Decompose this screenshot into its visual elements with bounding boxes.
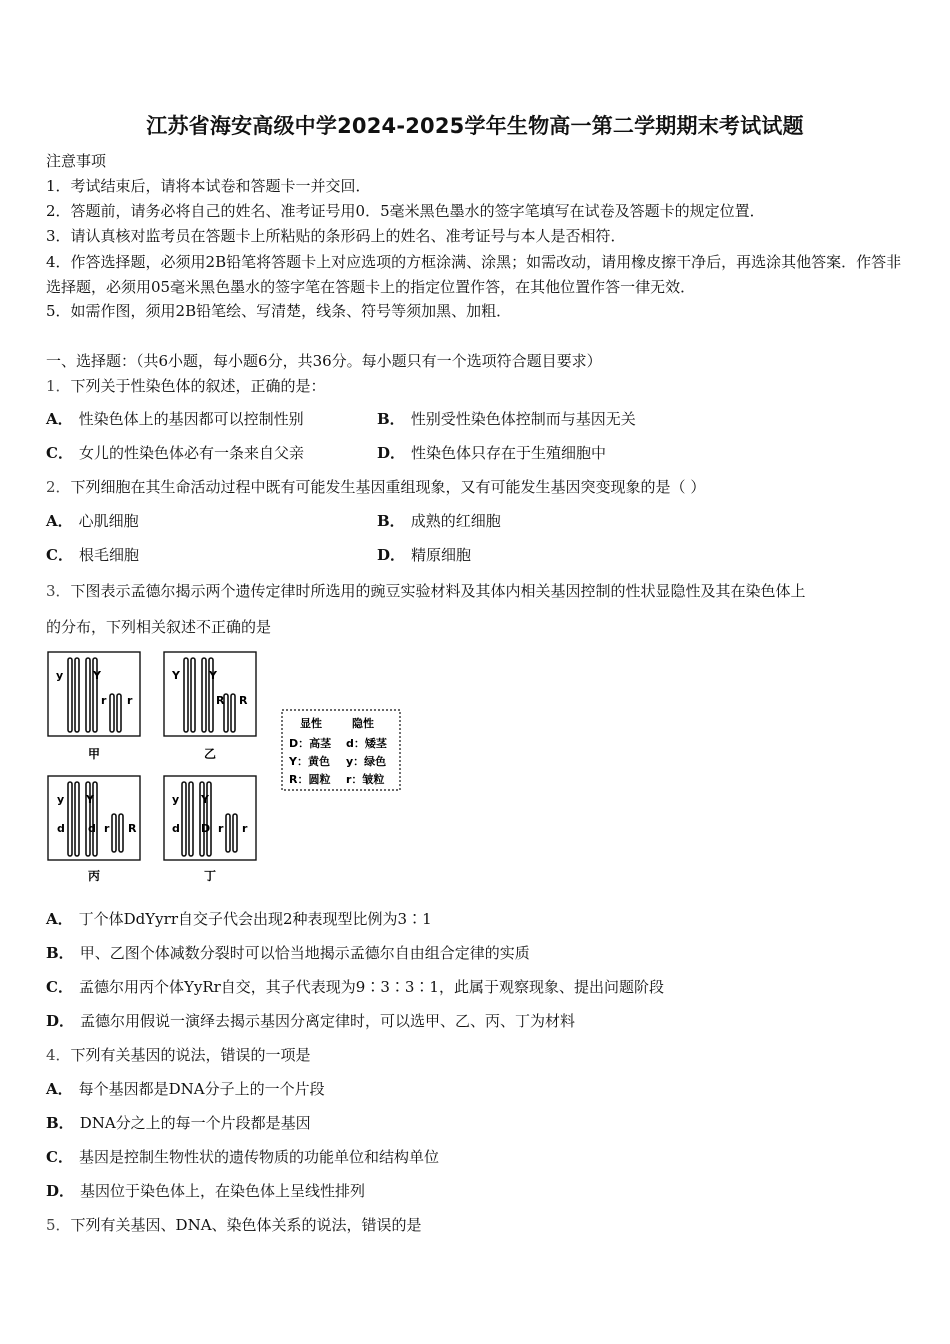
question-2 [46, 476, 705, 498]
option-label: C． [46, 546, 73, 564]
q1-option-b[interactable] [377, 408, 636, 430]
option-label: A． [46, 910, 73, 928]
q2-option-c[interactable] [46, 544, 139, 566]
gene-label: R [216, 694, 225, 707]
q1-option-c[interactable] [46, 442, 304, 464]
panel-bing [48, 776, 140, 883]
gene-label: y [57, 793, 65, 806]
option-label: D． [377, 444, 406, 462]
panel-jia [48, 652, 140, 761]
option-text: 每个基因都是DNA分子上的一个片段 [78, 1080, 325, 1098]
option-label: C． [46, 444, 73, 462]
trait-legend [282, 710, 400, 790]
gene-label: Y [93, 669, 101, 682]
gene-label: d [57, 822, 65, 835]
legend-dominant: Y：黄色 [289, 755, 330, 768]
option-text: 基因位于染色体上，在染色体上呈线性排列 [80, 1182, 366, 1200]
question-stem: 下列细胞在其生命活动过程中既有可能发生基因重组现象，又有可能发生基因突变现象的是（ ） [70, 478, 706, 496]
gene-label: Y [172, 669, 180, 682]
option-text: 女儿的性染色体必有一条来自父亲 [78, 444, 304, 462]
q3-option-a[interactable] [46, 908, 432, 930]
question-number: 5． [46, 1216, 71, 1234]
option-text: 性染色体只存在于生殖细胞中 [411, 444, 607, 462]
q3-option-c[interactable] [46, 976, 664, 998]
gene-label: Y [201, 793, 209, 806]
option-text: 基因是控制生物性状的遗传物质的功能单位和结构单位 [78, 1148, 439, 1166]
option-label: B． [377, 410, 405, 428]
notice-item-2: 2．答题前，请务必将自己的姓名、准考证号用0．5毫米黑色墨水的签字笔填写在试卷及答题卡的规定位置． [46, 202, 765, 220]
gene-label: Y [86, 793, 94, 806]
option-label: D． [377, 546, 406, 564]
question-number: 1． [46, 377, 71, 395]
panel-yi [164, 652, 256, 761]
legend-recessive: r：皱粒 [346, 773, 385, 786]
question-stem: 下列关于性染色体的叙述，正确的是： [70, 377, 326, 395]
option-label: C． [46, 1148, 73, 1166]
option-text: 甲、乙图个体减数分裂时可以恰当地揭示孟德尔自由组合定律的实质 [79, 944, 530, 962]
legend-dominant: D：高茎 [289, 737, 332, 750]
chromosome-figure [44, 648, 404, 888]
option-text: 丁个体DdYyrr自交子代会出现2种表现型比例为3∶1 [78, 910, 432, 928]
gene-label: y [56, 669, 64, 682]
panel-name: 乙 [204, 747, 217, 761]
panel-name: 丁 [204, 869, 217, 883]
option-label: D． [46, 1182, 75, 1200]
panel-ding [164, 776, 256, 883]
panel-name: 丙 [88, 869, 101, 883]
legend-dominant: R：圆粒 [289, 773, 331, 786]
option-text: 成熟的红细胞 [410, 512, 501, 530]
option-label: B． [46, 944, 74, 962]
notice-item-4: 4．作答选择题，必须用2B铅笔将答题卡上对应选项的方框涂满、涂黑；如需改动，请用橡皮擦干净后，再选涂其他答案．作答非选择题，必须用05毫米黑色墨水的签字笔在答题卡上的指定位置作答，在其他位置作答一律无效． [46, 253, 902, 296]
question-number: 4． [46, 1046, 71, 1064]
option-label: D． [46, 1012, 75, 1030]
q4-option-c[interactable] [46, 1146, 439, 1168]
gene-label: y [172, 793, 180, 806]
option-text: 孟德尔用丙个体YyRr自交，其子代表现为9∶3∶3∶1，此属于观察现象、提出问题阶段 [78, 978, 664, 996]
question-3 [46, 580, 806, 602]
q4-option-d[interactable] [46, 1180, 365, 1202]
option-text: 精原细胞 [411, 546, 472, 564]
option-label: C． [46, 978, 73, 996]
option-text: 根毛细胞 [78, 546, 139, 564]
question-stem: 下图表示孟德尔揭示两个遗传定律时所选用的豌豆实验材料及其体内相关基因控制的性状显隐性及其在染色体上 [70, 582, 806, 600]
q1-option-d[interactable] [377, 442, 606, 464]
q1-option-a[interactable] [46, 408, 304, 430]
option-text: 心肌细胞 [78, 512, 139, 530]
gene-label: R [239, 694, 248, 707]
option-text: 性别受性染色体控制而与基因无关 [410, 410, 636, 428]
gene-label: d [172, 822, 180, 835]
q2-option-a[interactable] [46, 510, 139, 532]
legend-recessive: y：绿色 [346, 755, 387, 768]
question-4 [46, 1044, 311, 1066]
question-5 [46, 1214, 422, 1236]
gene-label: r [242, 822, 248, 835]
panel-name: 甲 [88, 747, 101, 761]
question-number: 3． [46, 582, 71, 600]
gene-label: R [128, 822, 137, 835]
question-stem: 下列有关基因、DNA、染色体关系的说法，错误的是 [70, 1216, 422, 1234]
gene-label: Y [209, 669, 217, 682]
legend-header-dominant: 显性 [300, 717, 322, 730]
option-label: A． [46, 410, 73, 428]
option-label: B． [46, 1114, 74, 1132]
option-label: A． [46, 1080, 73, 1098]
question-number: 2． [46, 478, 71, 496]
legend-recessive: d：矮茎 [346, 737, 387, 750]
gene-label: r [101, 694, 107, 707]
gene-label: r [127, 694, 133, 707]
gene-label: d [88, 822, 96, 835]
q2-option-d[interactable] [377, 544, 471, 566]
question-stem: 下列有关基因的说法，错误的一项是 [70, 1046, 311, 1064]
q3-option-b[interactable] [46, 942, 530, 964]
gene-label: D [201, 822, 211, 835]
notice-item-3: 3．请认真核对监考员在答题卡上所粘贴的条形码上的姓名、准考证号与本人是否相符． [46, 227, 626, 245]
option-text: DNA分之上的每一个片段都是基因 [79, 1114, 311, 1132]
legend-header-recessive: 隐性 [352, 717, 374, 730]
section-heading: 一、选择题：（共6小题，每小题6分，共36分。每小题只有一个选项符合题目要求） [46, 352, 602, 370]
q2-option-b[interactable] [377, 510, 501, 532]
q3-option-d[interactable] [46, 1010, 575, 1032]
option-text: 性染色体上的基因都可以控制性别 [78, 410, 304, 428]
option-text: 孟德尔用假说一演绎去揭示基因分离定律时，可以选甲、乙、丙、丁为材料 [80, 1012, 576, 1030]
option-label: A． [46, 512, 73, 530]
notice-item-5: 5．如需作图，须用2B铅笔绘、写清楚，线条、符号等须加黑、加粗． [46, 302, 512, 320]
notice-heading: 注意事项 [46, 152, 107, 170]
notice-item-1: 1．考试结束后，请将本试卷和答题卡一并交回． [46, 177, 371, 195]
q4-option-a[interactable] [46, 1078, 325, 1100]
option-label: B． [377, 512, 405, 530]
gene-label: r [218, 822, 224, 835]
page-title: 江苏省海安高级中学2024-2025学年生物高一第二学期期末考试试题 [146, 114, 804, 138]
question-1 [46, 375, 326, 397]
question-3-stem-cont: 的分布，下列相关叙述不正确的是 [46, 618, 272, 636]
q4-option-b[interactable] [46, 1112, 311, 1134]
gene-label: r [104, 822, 110, 835]
